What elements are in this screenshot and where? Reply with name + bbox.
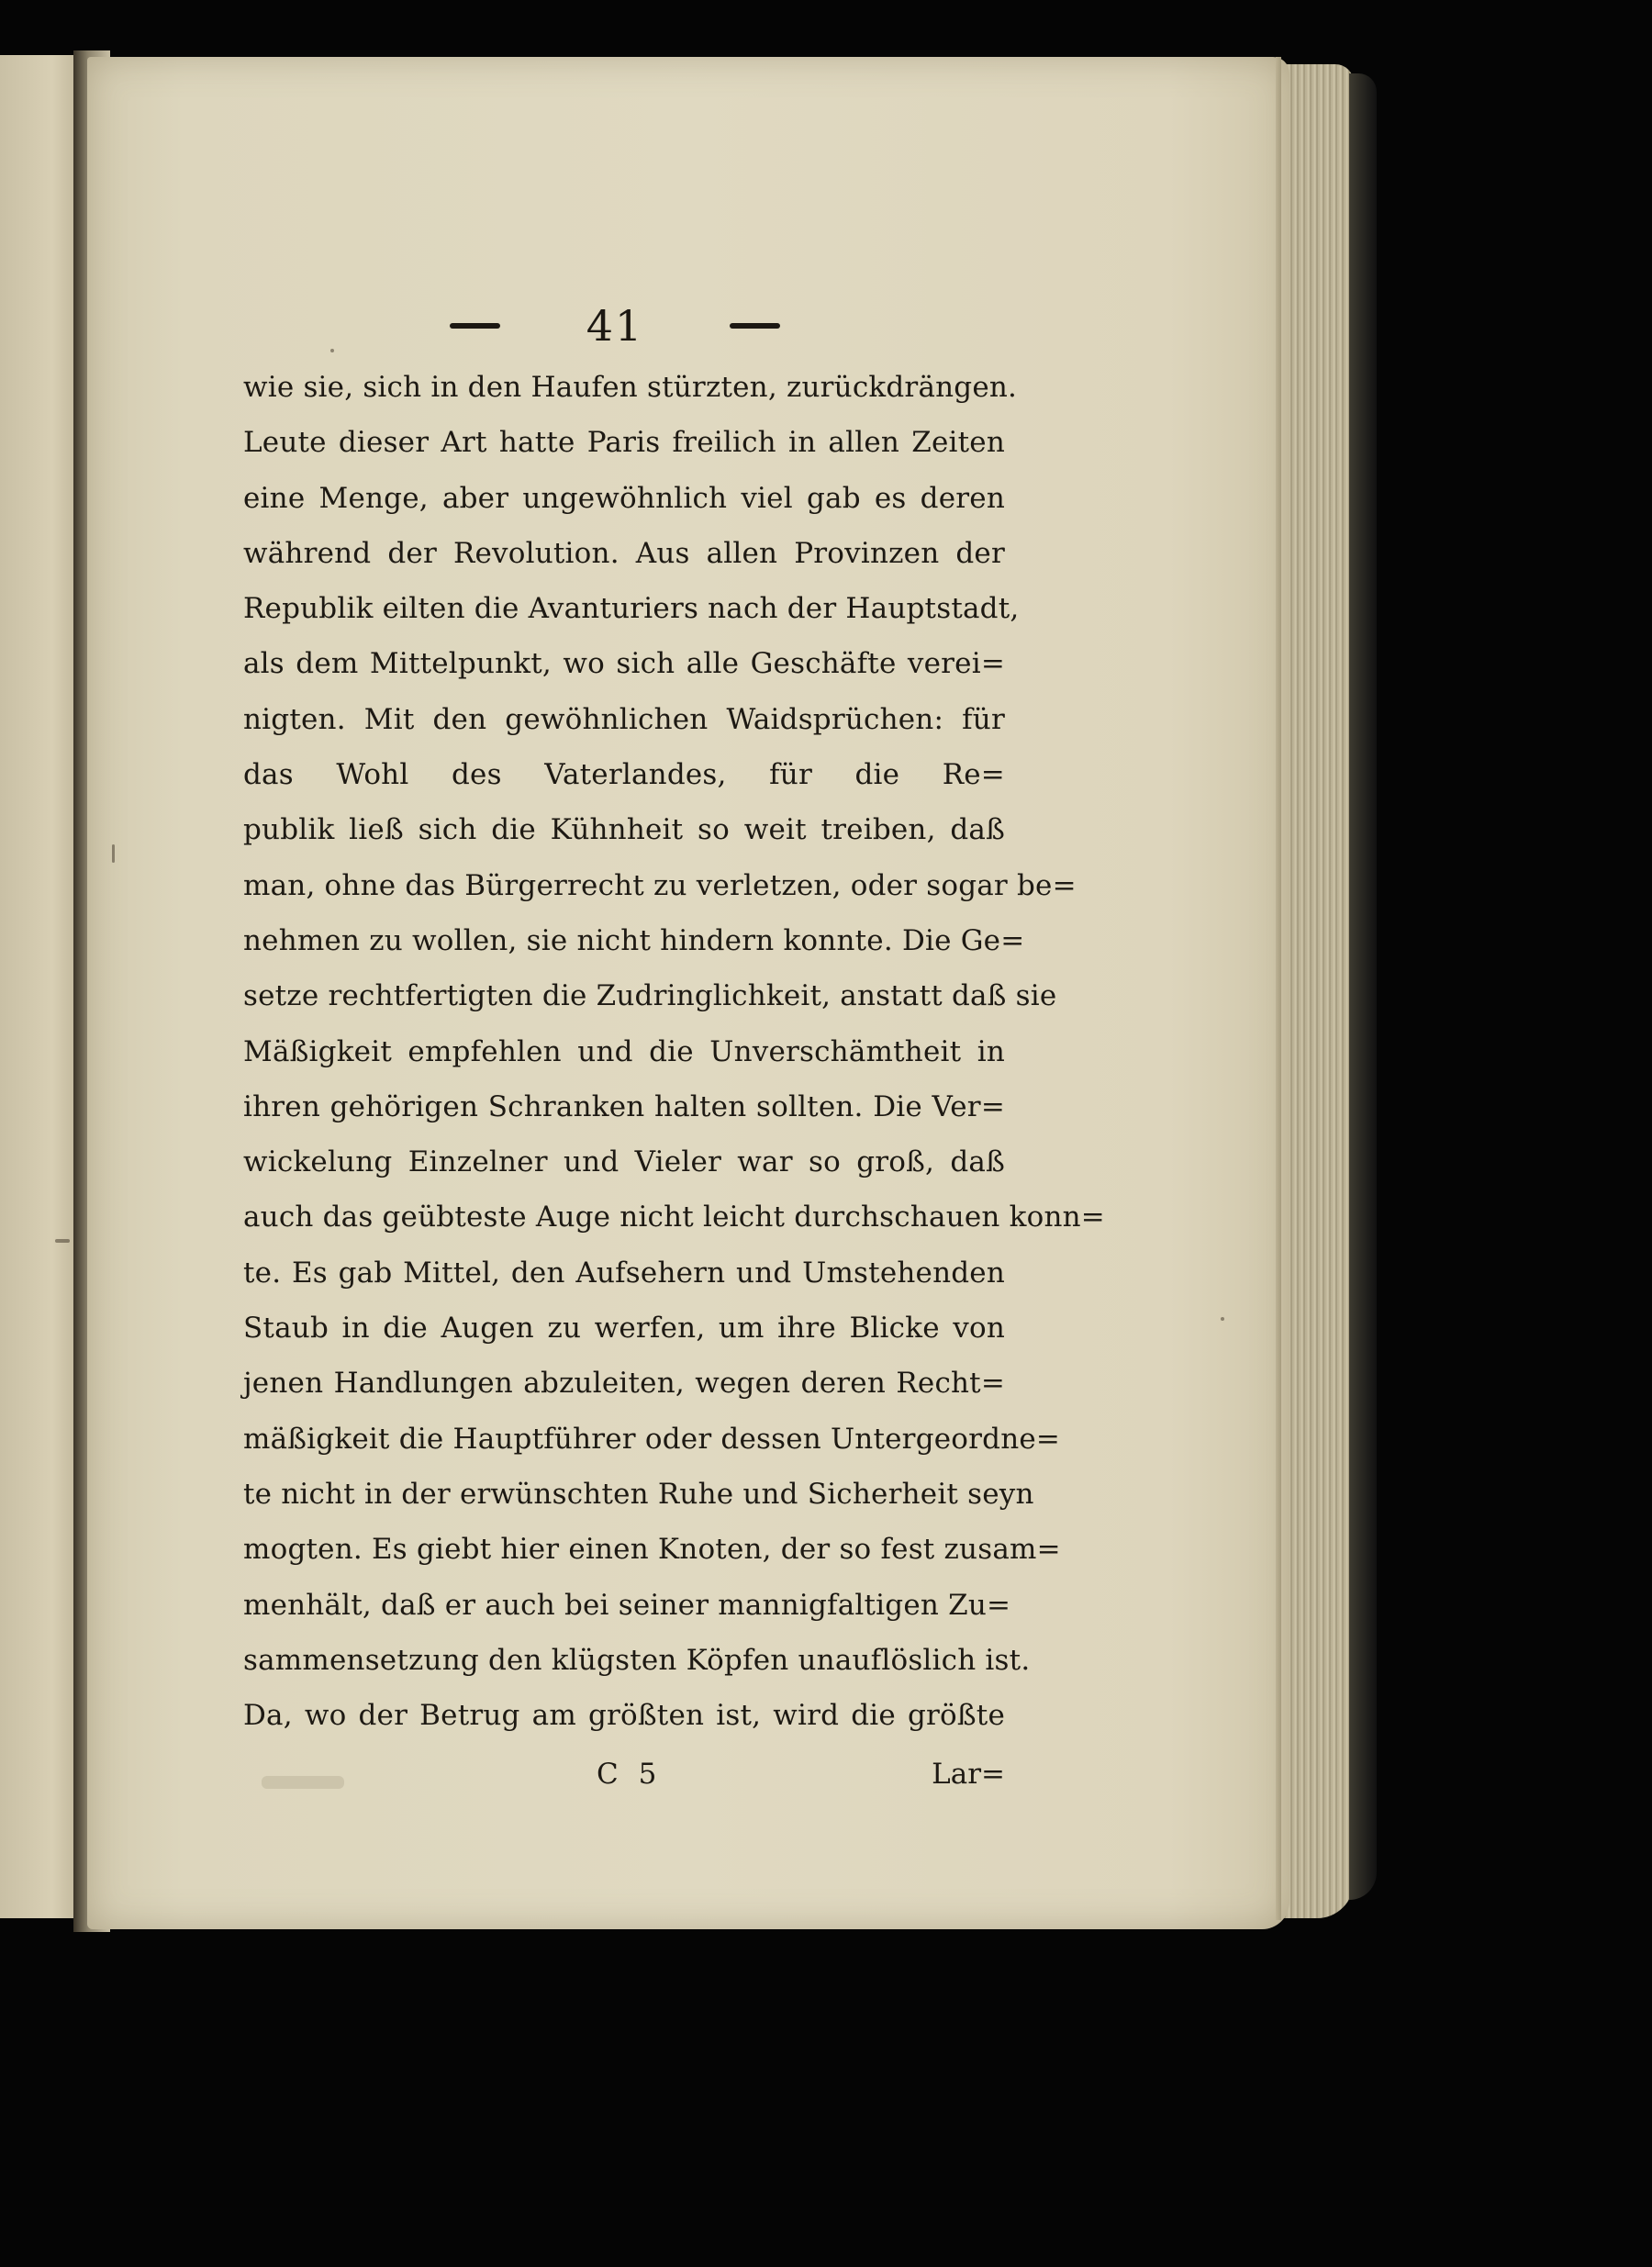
text-line: das Wohl des Vaterlandes, für die Re=	[243, 758, 1005, 792]
text-line: nehmen zu wollen, sie nicht hindern konnte. Die Ge=	[243, 923, 1025, 957]
signature-mark: C 5	[597, 1758, 663, 1791]
text-line: eine Menge, aber ungewöhnlich viel gab es deren	[243, 481, 1005, 515]
book-cover-edge	[1349, 73, 1377, 1900]
text-line: nigten. Mit den gewöhnlichen Waidsprüchen: für	[243, 702, 1005, 736]
paper-speck	[330, 349, 334, 352]
text-line: ihren gehörigen Schranken halten sollten. Die Ver=	[243, 1089, 1005, 1123]
page-edges	[1280, 64, 1354, 1918]
paper-speck	[112, 844, 115, 863]
text-line: während der Revolution. Aus allen Provinzen der	[243, 536, 1005, 570]
text-line: Staub in die Augen zu werfen, um ihre Blicke von	[243, 1312, 1005, 1346]
text-line: menhält, daß er auch bei seiner mannigfaltigen Zu=	[243, 1588, 1011, 1622]
page-header	[450, 303, 780, 349]
text-line: te. Es gab Mittel, den Aufsehern und Umstehenden	[243, 1256, 1005, 1290]
text-line: Republik eilten die Avanturiers nach der Hauptstadt,	[243, 592, 1020, 626]
header-dash-left	[450, 323, 500, 329]
text-line: mäßigkeit die Hauptführer oder dessen Untergeordne=	[243, 1422, 1061, 1456]
paper-speck	[55, 1239, 70, 1243]
text-line: als dem Mittelpunkt, wo sich alle Geschäfte verei=	[243, 647, 1005, 681]
text-line: mogten. Es giebt hier einen Knoten, der so fest zusam=	[243, 1533, 1061, 1567]
text-line: Mäßigkeit empfehlen und die Unverschämtheit in	[243, 1034, 1005, 1068]
text-line: jenen Handlungen abzuleiten, wegen deren Recht=	[243, 1367, 1005, 1401]
page-fold	[1276, 57, 1281, 1920]
text-line: man, ohne das Bürgerrecht zu verletzen, oder sogar be=	[243, 868, 1077, 902]
text-line: publik ließ sich die Kühnheit so weit treiben, daß	[243, 813, 1005, 847]
text-line: auch das geübteste Auge nicht leicht durchschauen konn=	[243, 1201, 1105, 1234]
show-through-mark	[262, 1776, 344, 1789]
page-footer	[243, 1758, 1005, 1804]
header-dash-right	[730, 323, 780, 329]
text-line: sammensetzung den klügsten Köpfen unauflöslich ist.	[243, 1643, 1031, 1677]
text-line: Da, wo der Betrug am größten ist, wird die größte	[243, 1699, 1005, 1733]
page-number: 41	[586, 301, 644, 351]
paper-speck	[1221, 1317, 1224, 1321]
text-line: wie sie, sich in den Haufen stürzten, zurückdrängen.	[243, 371, 1018, 404]
text-line: Leute dieser Art hatte Paris freilich in allen Zeiten	[243, 426, 1005, 460]
text-line: wickelung Einzelner und Vieler war so groß, daß	[243, 1145, 1005, 1179]
text-line: setze rechtfertigten die Zudringlichkeit, anstatt daß sie	[243, 979, 1057, 1013]
catchword: Lar=	[932, 1758, 1005, 1791]
body-text	[243, 360, 1105, 1743]
text-line: te nicht in der erwünschten Ruhe und Sicherheit seyn	[243, 1477, 1034, 1511]
